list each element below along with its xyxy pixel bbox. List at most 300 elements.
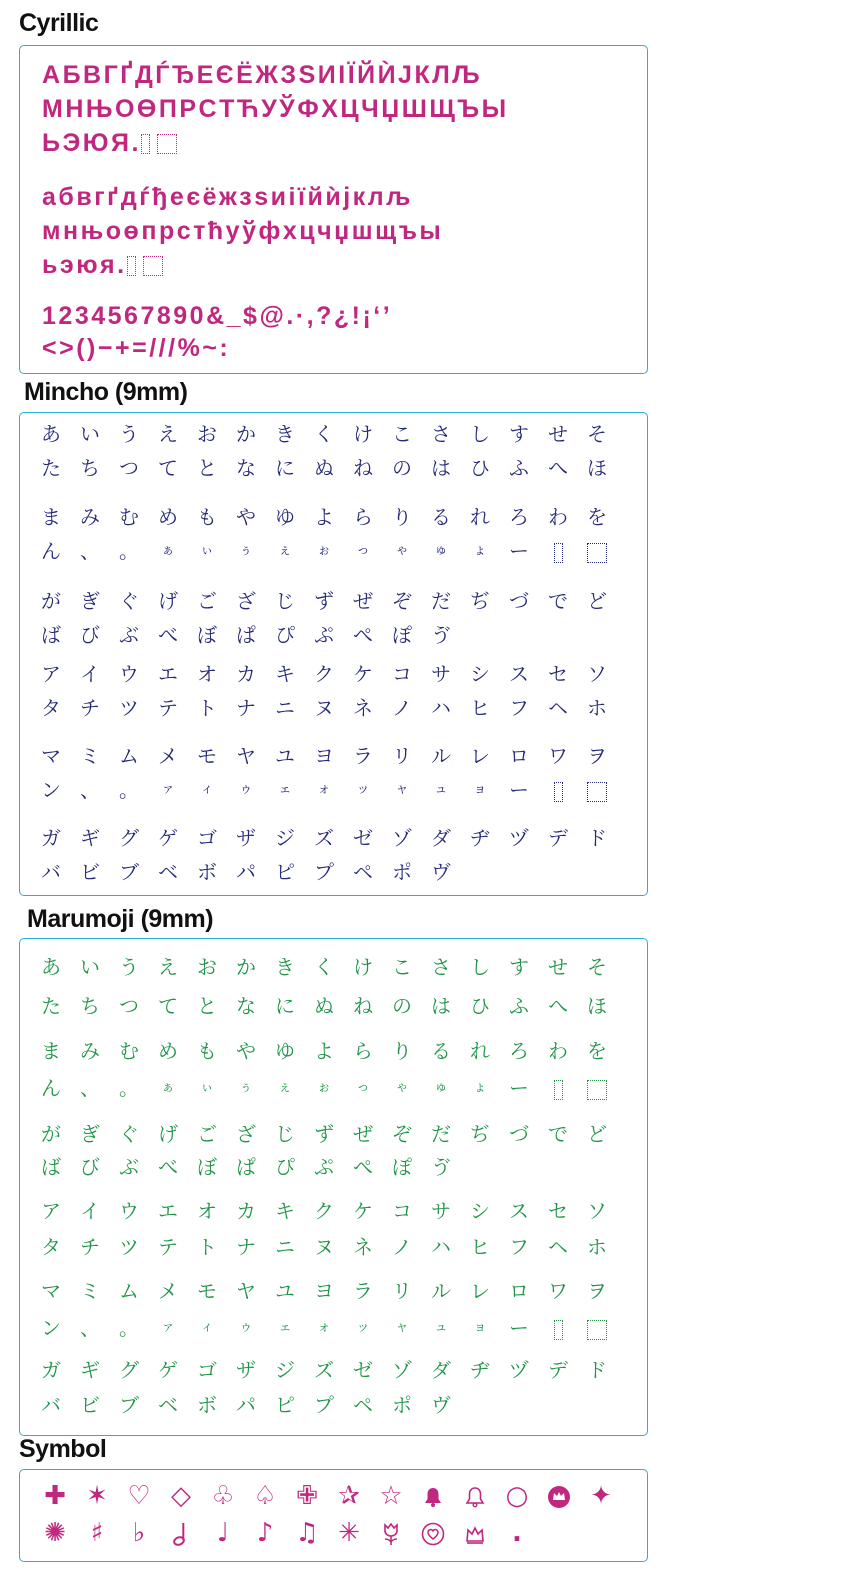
mincho-glyph: ヒ — [470, 696, 490, 720]
marumoji-glyph: え — [158, 955, 178, 979]
cyrillic-glyph: с — [176, 217, 194, 245]
mincho-glyph: メ — [158, 744, 178, 768]
mincho-glyph: ゃ — [395, 543, 409, 558]
cyrillic-glyph: > — [59, 334, 77, 362]
cyrillic-row — [42, 216, 443, 246]
mincho-glyph: ス — [509, 662, 529, 686]
mincho-glyph: ほ — [587, 456, 607, 480]
mincho-glyph: ど — [587, 589, 607, 613]
mincho-glyph: 、 — [80, 778, 100, 802]
marumoji-glyph: ァ — [161, 1320, 175, 1335]
mincho-row — [20, 419, 647, 449]
mincho-glyph: だ — [431, 589, 451, 613]
mincho-glyph: ワ — [548, 744, 568, 768]
marumoji-glyph: ー — [509, 1076, 529, 1100]
mincho-glyph: ャ — [395, 782, 409, 797]
symbol-glyph: ♡ — [127, 1481, 151, 1511]
symbol-panel — [19, 1469, 648, 1562]
marumoji-glyph: ペ — [353, 1393, 373, 1417]
mincho-glyph: ヤ — [236, 744, 256, 768]
space-cell — [539, 1073, 577, 1103]
mincho-glyph: エ — [158, 662, 178, 686]
cyrillic-glyph: э — [59, 251, 77, 279]
mincho-glyph: ヲ — [587, 744, 607, 768]
marumoji-glyph: 。 — [119, 1076, 139, 1100]
cyrillic-glyph: ў — [242, 217, 259, 245]
marumoji-glyph: ヲ — [587, 1279, 607, 1303]
mincho-glyph: サ — [431, 662, 451, 686]
marumoji-glyph: キ — [275, 1199, 295, 1223]
symbol-glyph: ✚ — [44, 1481, 66, 1511]
cyrillic-glyph: 0 — [189, 302, 207, 330]
cyrillic-glyph: ю — [76, 251, 101, 279]
cyrillic-glyph: а — [42, 183, 59, 211]
mincho-glyph: っ — [356, 543, 370, 558]
mincho-glyph: つ — [119, 456, 139, 480]
marumoji-glyph: ォ — [317, 1320, 331, 1335]
mincho-glyph: べ — [158, 623, 178, 647]
mincho-glyph: じ — [275, 589, 295, 613]
wide-space-box-icon — [143, 256, 163, 276]
marumoji-glyph: サ — [431, 1199, 451, 1223]
marumoji-glyph: ゼ — [353, 1358, 373, 1382]
cyrillic-glyph: к — [352, 183, 368, 211]
cyrillic-glyph: ь — [42, 251, 60, 279]
space-cell — [539, 1313, 577, 1343]
marumoji-glyph: あ — [41, 955, 61, 979]
mincho-glyph: ち — [80, 456, 100, 480]
cyrillic-glyph: е — [169, 183, 187, 211]
mincho-glyph: セ — [548, 662, 568, 686]
cyrillic-glyph: з — [239, 183, 255, 211]
marumoji-glyph: ヨ — [314, 1279, 334, 1303]
mincho-panel — [19, 412, 648, 896]
mincho-glyph: ー — [509, 778, 529, 802]
mincho-glyph: ば — [41, 623, 61, 647]
cyrillic-glyph: Х — [321, 95, 341, 123]
symbol-glyph: ✦ — [590, 1481, 612, 1511]
mincho-row — [20, 741, 647, 771]
marumoji-glyph: び — [80, 1155, 100, 1179]
mincho-glyph: ボ — [197, 860, 217, 884]
cyrillic-glyph: 9 — [173, 302, 190, 330]
marumoji-glyph: ジ — [275, 1358, 295, 1382]
cyrillic-glyph: Е — [196, 61, 216, 89]
mincho-glyph: ゴ — [197, 826, 217, 850]
marumoji-glyph: ミ — [80, 1279, 100, 1303]
mincho-glyph: ぽ — [392, 623, 412, 647]
symbol-row — [20, 1518, 647, 1548]
mincho-glyph: り — [392, 505, 412, 529]
mincho-glyph: わ — [548, 505, 568, 529]
symbol-title: Symbol — [19, 1435, 107, 1463]
marumoji-glyph: ビ — [80, 1393, 100, 1417]
cyrillic-glyph: Ћ — [236, 95, 262, 123]
cyrillic-glyph: я — [100, 251, 118, 279]
marumoji-glyph: お — [197, 955, 217, 979]
marumoji-glyph: も — [197, 1039, 217, 1063]
cyrillic-glyph: 2 — [58, 302, 75, 330]
space-cell — [578, 536, 616, 566]
mincho-glyph: び — [80, 623, 100, 647]
cyrillic-glyph: и — [270, 183, 289, 211]
mincho-row — [20, 823, 647, 853]
marumoji-glyph: が — [41, 1122, 61, 1146]
mincho-glyph: ウ — [119, 662, 139, 686]
marumoji-glyph: オ — [197, 1199, 217, 1223]
cyrillic-glyph: Ў — [279, 95, 298, 123]
mincho-glyph: ェ — [278, 782, 292, 797]
mincho-glyph: ィ — [200, 782, 214, 797]
mincho-glyph: ゼ — [353, 826, 373, 850]
mincho-glyph: お — [197, 422, 217, 446]
marumoji-row — [20, 1232, 647, 1262]
mincho-glyph: ク — [314, 662, 334, 686]
cyrillic-glyph: 5 — [107, 302, 125, 330]
mincho-glyph: ゲ — [158, 826, 178, 850]
mincho-glyph: レ — [470, 744, 490, 768]
marumoji-glyph: マ — [41, 1279, 61, 1303]
cyrillic-glyph: б — [58, 183, 77, 211]
mincho-glyph: そ — [587, 422, 607, 446]
mincho-glyph: イ — [80, 662, 100, 686]
marumoji-glyph: ら — [353, 1039, 373, 1063]
marumoji-glyph: せ — [548, 955, 568, 979]
marumoji-glyph: カ — [236, 1199, 256, 1223]
cyrillic-glyph: ’ — [382, 302, 393, 330]
mincho-glyph: ロ — [509, 744, 529, 768]
cyrillic-glyph: Ѕ — [298, 61, 318, 89]
marumoji-glyph: ひ — [470, 994, 490, 1018]
marumoji-glyph: ぷ — [314, 1155, 334, 1179]
marumoji-row — [20, 1276, 647, 1306]
cyrillic-glyph: Э — [62, 129, 83, 157]
mincho-glyph: ぅ — [239, 543, 253, 558]
marumoji-glyph: さ — [431, 955, 451, 979]
marumoji-glyph: を — [587, 1039, 607, 1063]
bell-outline-icon — [456, 1481, 494, 1511]
cyrillic-glyph: Щ — [429, 95, 458, 123]
space-cell — [539, 536, 577, 566]
cyrillic-glyph: А — [42, 61, 63, 89]
marumoji-row — [20, 1036, 647, 1066]
marumoji-row — [20, 1196, 647, 1226]
mincho-row — [20, 453, 647, 483]
cyrillic-glyph: / — [149, 334, 159, 362]
cyrillic-glyph: . — [117, 251, 127, 279]
cyrillic-glyph: т — [193, 217, 208, 245]
mincho-glyph: ゅ — [434, 543, 448, 558]
mincho-glyph: ゔ — [431, 623, 451, 647]
cyrillic-glyph: Р — [179, 95, 199, 123]
cyrillic-glyph: п — [141, 217, 159, 245]
marumoji-glyph: は — [431, 994, 451, 1018]
symbol-glyph: . — [512, 1518, 522, 1548]
narrow-space-box-icon — [127, 256, 136, 276]
mincho-glyph: ぇ — [278, 543, 292, 558]
cyrillic-row — [42, 182, 413, 212]
mincho-title: Mincho (9mm) — [24, 378, 188, 406]
mincho-glyph: ま — [41, 505, 61, 529]
marumoji-glyph: ぢ — [470, 1122, 490, 1146]
marumoji-glyph: 、 — [80, 1076, 100, 1100]
narrow-space-box-icon — [554, 1080, 563, 1100]
mincho-glyph: ゾ — [392, 826, 412, 850]
marumoji-glyph: ホ — [587, 1235, 607, 1259]
cyrillic-glyph: Н — [65, 95, 86, 123]
marumoji-glyph: ス — [509, 1199, 529, 1223]
mincho-glyph: ヌ — [314, 696, 334, 720]
marumoji-glyph: ぞ — [392, 1122, 412, 1146]
cyrillic-glyph: : — [219, 334, 231, 362]
cyrillic-glyph: ) — [87, 334, 98, 362]
mincho-glyph: ノ — [392, 696, 412, 720]
cyrillic-glyph: љ — [386, 183, 413, 211]
marumoji-glyph: ア — [41, 1199, 61, 1223]
mincho-glyph: え — [158, 422, 178, 446]
marumoji-glyph: れ — [470, 1039, 490, 1063]
mincho-glyph: 。 — [119, 539, 139, 563]
marumoji-row — [20, 1119, 647, 1149]
cyrillic-glyph: ~ — [202, 334, 220, 362]
marumoji-glyph: ツ — [119, 1235, 139, 1259]
mincho-glyph: ト — [197, 696, 217, 720]
symbol-glyph: ✶ — [86, 1481, 108, 1511]
mincho-glyph: ダ — [431, 826, 451, 850]
mincho-glyph: で — [548, 589, 568, 613]
marumoji-glyph: ゾ — [392, 1358, 412, 1382]
cyrillic-glyph: Є — [215, 61, 237, 89]
cyrillic-glyph: Ө — [136, 95, 159, 123]
cyrillic-glyph: & — [206, 302, 227, 330]
marumoji-glyph: ぐ — [119, 1122, 139, 1146]
mincho-glyph: デ — [548, 826, 568, 850]
marumoji-glyph: ち — [80, 994, 100, 1018]
mincho-glyph: ぁ — [161, 543, 175, 558]
cyrillic-glyph: ш — [351, 217, 376, 245]
cyrillic-glyph: л — [367, 183, 387, 211]
cyrillic-glyph: ф — [258, 217, 283, 245]
cyrillic-glyph: Ґ — [120, 61, 135, 89]
mincho-row — [20, 693, 647, 723]
marumoji-glyph: バ — [41, 1393, 61, 1417]
mincho-glyph: あ — [41, 422, 61, 446]
cyrillic-glyph: ё — [202, 183, 220, 211]
marumoji-glyph: め — [158, 1039, 178, 1063]
cyrillic-glyph: џ — [334, 217, 352, 245]
cyrillic-glyph: · — [295, 302, 307, 330]
marumoji-glyph: の — [392, 994, 412, 1018]
cyrillic-glyph: % — [177, 334, 203, 362]
cyrillic-glyph: Т — [219, 95, 237, 123]
bell-filled-icon — [414, 1481, 452, 1511]
symbol-glyph: ♩ — [216, 1518, 230, 1548]
cyrillic-row — [42, 333, 230, 363]
mincho-glyph: キ — [275, 662, 295, 686]
mincho-glyph: オ — [197, 662, 217, 686]
cyrillic-glyph: ө — [123, 217, 142, 245]
marumoji-glyph: つ — [119, 994, 139, 1018]
cyrillic-glyph: Й — [357, 61, 378, 89]
mincho-glyph: れ — [470, 505, 490, 529]
mincho-glyph: ル — [431, 744, 451, 768]
marumoji-glyph: う — [119, 955, 139, 979]
cyrillic-glyph: і — [288, 183, 298, 211]
marumoji-row — [20, 991, 647, 1021]
marumoji-glyph: ニ — [275, 1235, 295, 1259]
mincho-glyph: ソ — [587, 662, 607, 686]
mincho-glyph: ッ — [356, 782, 370, 797]
tulip-icon — [372, 1518, 410, 1548]
symbol-glyph: ✺ — [44, 1518, 66, 1548]
marumoji-glyph: フ — [509, 1235, 529, 1259]
mincho-glyph: ご — [197, 589, 217, 613]
marumoji-glyph: か — [236, 955, 256, 979]
symbol-glyph: ✳ — [338, 1518, 360, 1548]
mincho-glyph: ケ — [353, 662, 373, 686]
space-cell — [578, 1073, 616, 1103]
cyrillic-glyph: Ц — [340, 95, 362, 123]
mincho-glyph: モ — [197, 744, 217, 768]
mincho-glyph: ぎ — [80, 589, 100, 613]
marumoji-glyph: づ — [509, 1122, 529, 1146]
mincho-glyph: げ — [158, 589, 178, 613]
cyrillic-glyph: Ѝ — [377, 61, 399, 89]
cyrillic-glyph: 1 — [42, 302, 59, 330]
mincho-glyph: ヴ — [431, 860, 451, 884]
mincho-glyph: ぜ — [353, 589, 373, 613]
mincho-glyph: は — [431, 456, 451, 480]
marumoji-glyph: し — [470, 955, 490, 979]
cyrillic-glyph: П — [158, 95, 180, 123]
marumoji-glyph: ヌ — [314, 1235, 334, 1259]
mincho-glyph: フ — [509, 696, 529, 720]
symbol-glyph: ✰ — [338, 1481, 360, 1511]
marumoji-glyph: ぃ — [200, 1080, 214, 1095]
mincho-glyph: と — [197, 456, 217, 480]
cyrillic-glyph: 4 — [91, 302, 108, 330]
cyrillic-glyph: о — [105, 217, 124, 245]
wide-space-box-icon — [587, 543, 607, 563]
marumoji-glyph: ソ — [587, 1199, 607, 1223]
mincho-glyph: ぬ — [314, 456, 334, 480]
marumoji-panel — [19, 938, 648, 1436]
cyrillic-glyph: ¡ — [362, 302, 374, 330]
cyrillic-glyph: 7 — [140, 302, 157, 330]
cyrillic-glyph: Ш — [401, 95, 430, 123]
cyrillic-glyph: ы — [419, 217, 444, 245]
mincho-glyph: コ — [392, 662, 412, 686]
wide-space-box-icon — [587, 782, 607, 802]
mincho-glyph: ハ — [431, 696, 451, 720]
marumoji-glyph: メ — [158, 1279, 178, 1303]
mincho-row — [20, 536, 647, 566]
marumoji-glyph: ザ — [236, 1358, 256, 1382]
marumoji-glyph: ユ — [275, 1279, 295, 1303]
cyrillic-glyph: Ю — [82, 129, 112, 157]
marumoji-glyph: ゔ — [431, 1155, 451, 1179]
marumoji-glyph: た — [41, 994, 61, 1018]
mincho-glyph: る — [431, 505, 451, 529]
cyrillic-glyph: . — [131, 129, 141, 157]
cyrillic-glyph: Ј — [398, 61, 415, 89]
cyrillic-glyph: Ѓ — [155, 61, 172, 89]
cyrillic-glyph: щ — [375, 217, 399, 245]
marumoji-glyph: で — [548, 1122, 568, 1146]
mincho-glyph: ジ — [275, 826, 295, 850]
marumoji-glyph: と — [197, 994, 217, 1018]
mincho-glyph: シ — [470, 662, 490, 686]
marumoji-title: Marumoji (9mm) — [27, 905, 214, 933]
marumoji-glyph: ふ — [509, 994, 529, 1018]
mincho-glyph: し — [470, 422, 490, 446]
mincho-glyph: て — [158, 456, 178, 480]
cyrillic-glyph: ѕ — [254, 183, 271, 211]
marumoji-glyph: グ — [119, 1358, 139, 1382]
cyrillic-row — [42, 128, 177, 158]
marumoji-glyph: ろ — [509, 1039, 529, 1063]
wide-space-box-icon — [157, 134, 177, 154]
cyrillic-row — [42, 94, 509, 124]
narrow-space-box-icon — [554, 543, 563, 563]
marumoji-glyph: ェ — [278, 1320, 292, 1335]
cyrillic-glyph: ! — [351, 302, 363, 330]
marumoji-glyph: テ — [158, 1235, 178, 1259]
marumoji-glyph: ネ — [353, 1235, 373, 1259]
mincho-glyph: ゥ — [239, 782, 253, 797]
mincho-row — [20, 659, 647, 689]
cyrillic-glyph: 3 — [74, 302, 92, 330]
cyrillic-glyph: ђ — [152, 183, 170, 211]
mincho-glyph: マ — [41, 744, 61, 768]
mincho-glyph: ー — [509, 539, 529, 563]
mincho-glyph: ホ — [587, 696, 607, 720]
marumoji-glyph: く — [314, 955, 334, 979]
mincho-glyph: ミ — [80, 744, 100, 768]
symbol-glyph: ✙ — [296, 1481, 318, 1511]
marumoji-glyph: ゆ — [275, 1039, 295, 1063]
cyrillic-glyph: х — [282, 217, 300, 245]
cyrillic-glyph: ¿ — [333, 302, 352, 330]
mincho-glyph: を — [587, 505, 607, 529]
mincho-glyph: む — [119, 505, 139, 529]
marumoji-glyph: ぉ — [317, 1080, 331, 1095]
mincho-glyph: せ — [548, 422, 568, 446]
marumoji-glyph: ず — [314, 1122, 334, 1146]
mincho-glyph: け — [353, 422, 373, 446]
mincho-glyph: ニ — [275, 696, 295, 720]
marumoji-glyph: ヂ — [470, 1358, 490, 1382]
mincho-glyph: ン — [41, 778, 61, 802]
cyrillic-glyph: й — [307, 183, 326, 211]
cyrillic-glyph: ‘ — [373, 302, 383, 330]
cyrillic-glyph: = — [132, 334, 150, 362]
cyrillic-glyph: є — [186, 183, 203, 211]
marumoji-glyph: ぎ — [80, 1122, 100, 1146]
cyrillic-glyph: 8 — [156, 302, 174, 330]
marumoji-glyph: ぜ — [353, 1122, 373, 1146]
mincho-glyph: ム — [119, 744, 139, 768]
cyrillic-glyph: ї — [297, 183, 308, 211]
marumoji-glyph: ギ — [80, 1358, 100, 1382]
mincho-glyph: な — [236, 456, 256, 480]
cyrillic-glyph: р — [158, 217, 177, 245]
marumoji-glyph: じ — [275, 1122, 295, 1146]
marumoji-glyph: ノ — [392, 1235, 412, 1259]
mincho-glyph: う — [119, 422, 139, 446]
marumoji-glyph: ベ — [158, 1393, 178, 1417]
cyrillic-row — [42, 60, 482, 90]
